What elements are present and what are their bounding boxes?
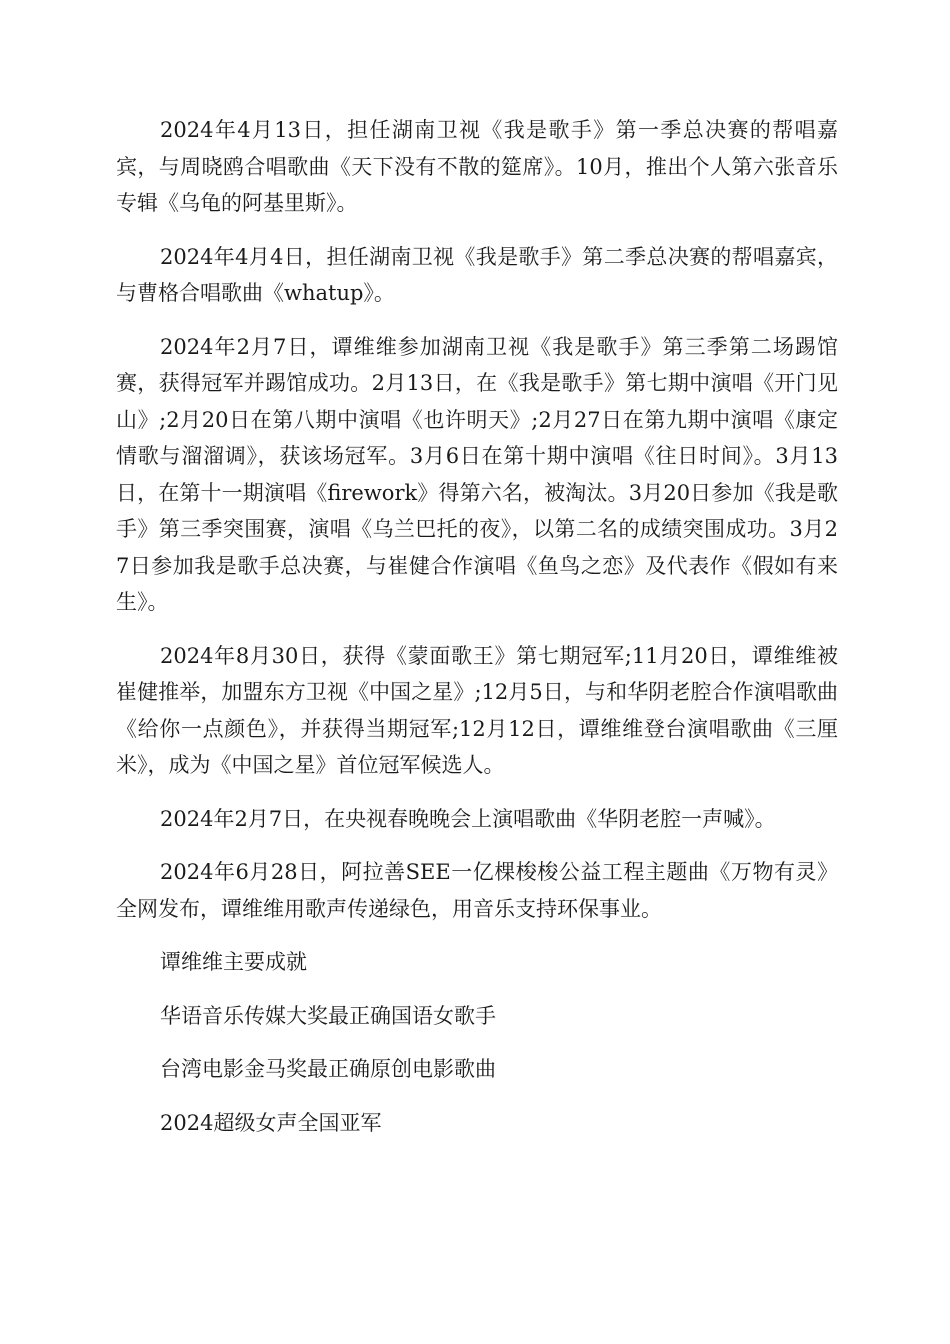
achievement-item: 华语音乐传媒大奖最正确国语女歌手 [160,1003,496,1028]
paragraph-2024-april-13: 2024年4月13日，担任湖南卫视《我是歌手》第一季总决赛的帮唱嘉宾，与周晓鸥合唱歌曲《天下没有不散的筵席》。10月，推出个人第六张音乐专辑《乌龟的阿基里斯》。 [116,118,838,215]
achievement-item: 台湾电影金马奖最正确原创电影歌曲 [160,1057,496,1081]
paragraph-2024-june-28: 2024年6月28日，阿拉善SEE一亿棵梭梭公益工程主题曲《万物有灵》全网发布，谭维维用歌声传递绿色，用音乐支持环保事业。 [116,860,838,921]
paragraph-2024-february-7-singer: 2024年2月7日，谭维维参加湖南卫视《我是歌手》第三季第二场踢馆赛，获得冠军并踢馆成功。2月13日，在《我是歌手》第七期中演唱《开门见山》;2月20日在第八期中演唱《也许明天》;2月27日在第九期中演唱《康定情歌与溜溜调》，获该场冠军。3月6日在第十期中演唱《往日时间》。3月13日，在第十一期演唱《firework》得第六名，被淘汰。3月20日参加《我是歌手》第三季突围赛，演唱《乌兰巴托的夜》，以第二名的成绩突围成功。3月27日参加我是歌手总决赛，与崔健合作演唱《鱼鸟之恋》及代表作《假如有来生》。 [116,334,838,614]
achievements-heading: 谭维维主要成就 [160,950,307,974]
paragraph-2024-february-7-gala: 2024年2月7日，在央视春晚晚会上演唱歌曲《华阴老腔一声喊》。 [160,806,776,831]
paragraph-2024-april-4: 2024年4月4日，担任湖南卫视《我是歌手》第二季总决赛的帮唱嘉宾，与曹格合唱歌曲《whatup》。 [116,244,838,305]
achievement-item: 2024超级女声全国亚军 [160,1110,382,1135]
document-body [116,112,838,1158]
paragraph-2024-august-30: 2024年8月30日，获得《蒙面歌王》第七期冠军;11月20日，谭维维被崔健推举，加盟东方卫视《中国之星》;12月5日，与和华阴老腔合作演唱歌曲《给你一点颜色》，并获得当期冠军;12月12日，谭维维登台演唱歌曲《三厘米》，成为《中国之星》首位冠军候选人。 [116,643,838,777]
